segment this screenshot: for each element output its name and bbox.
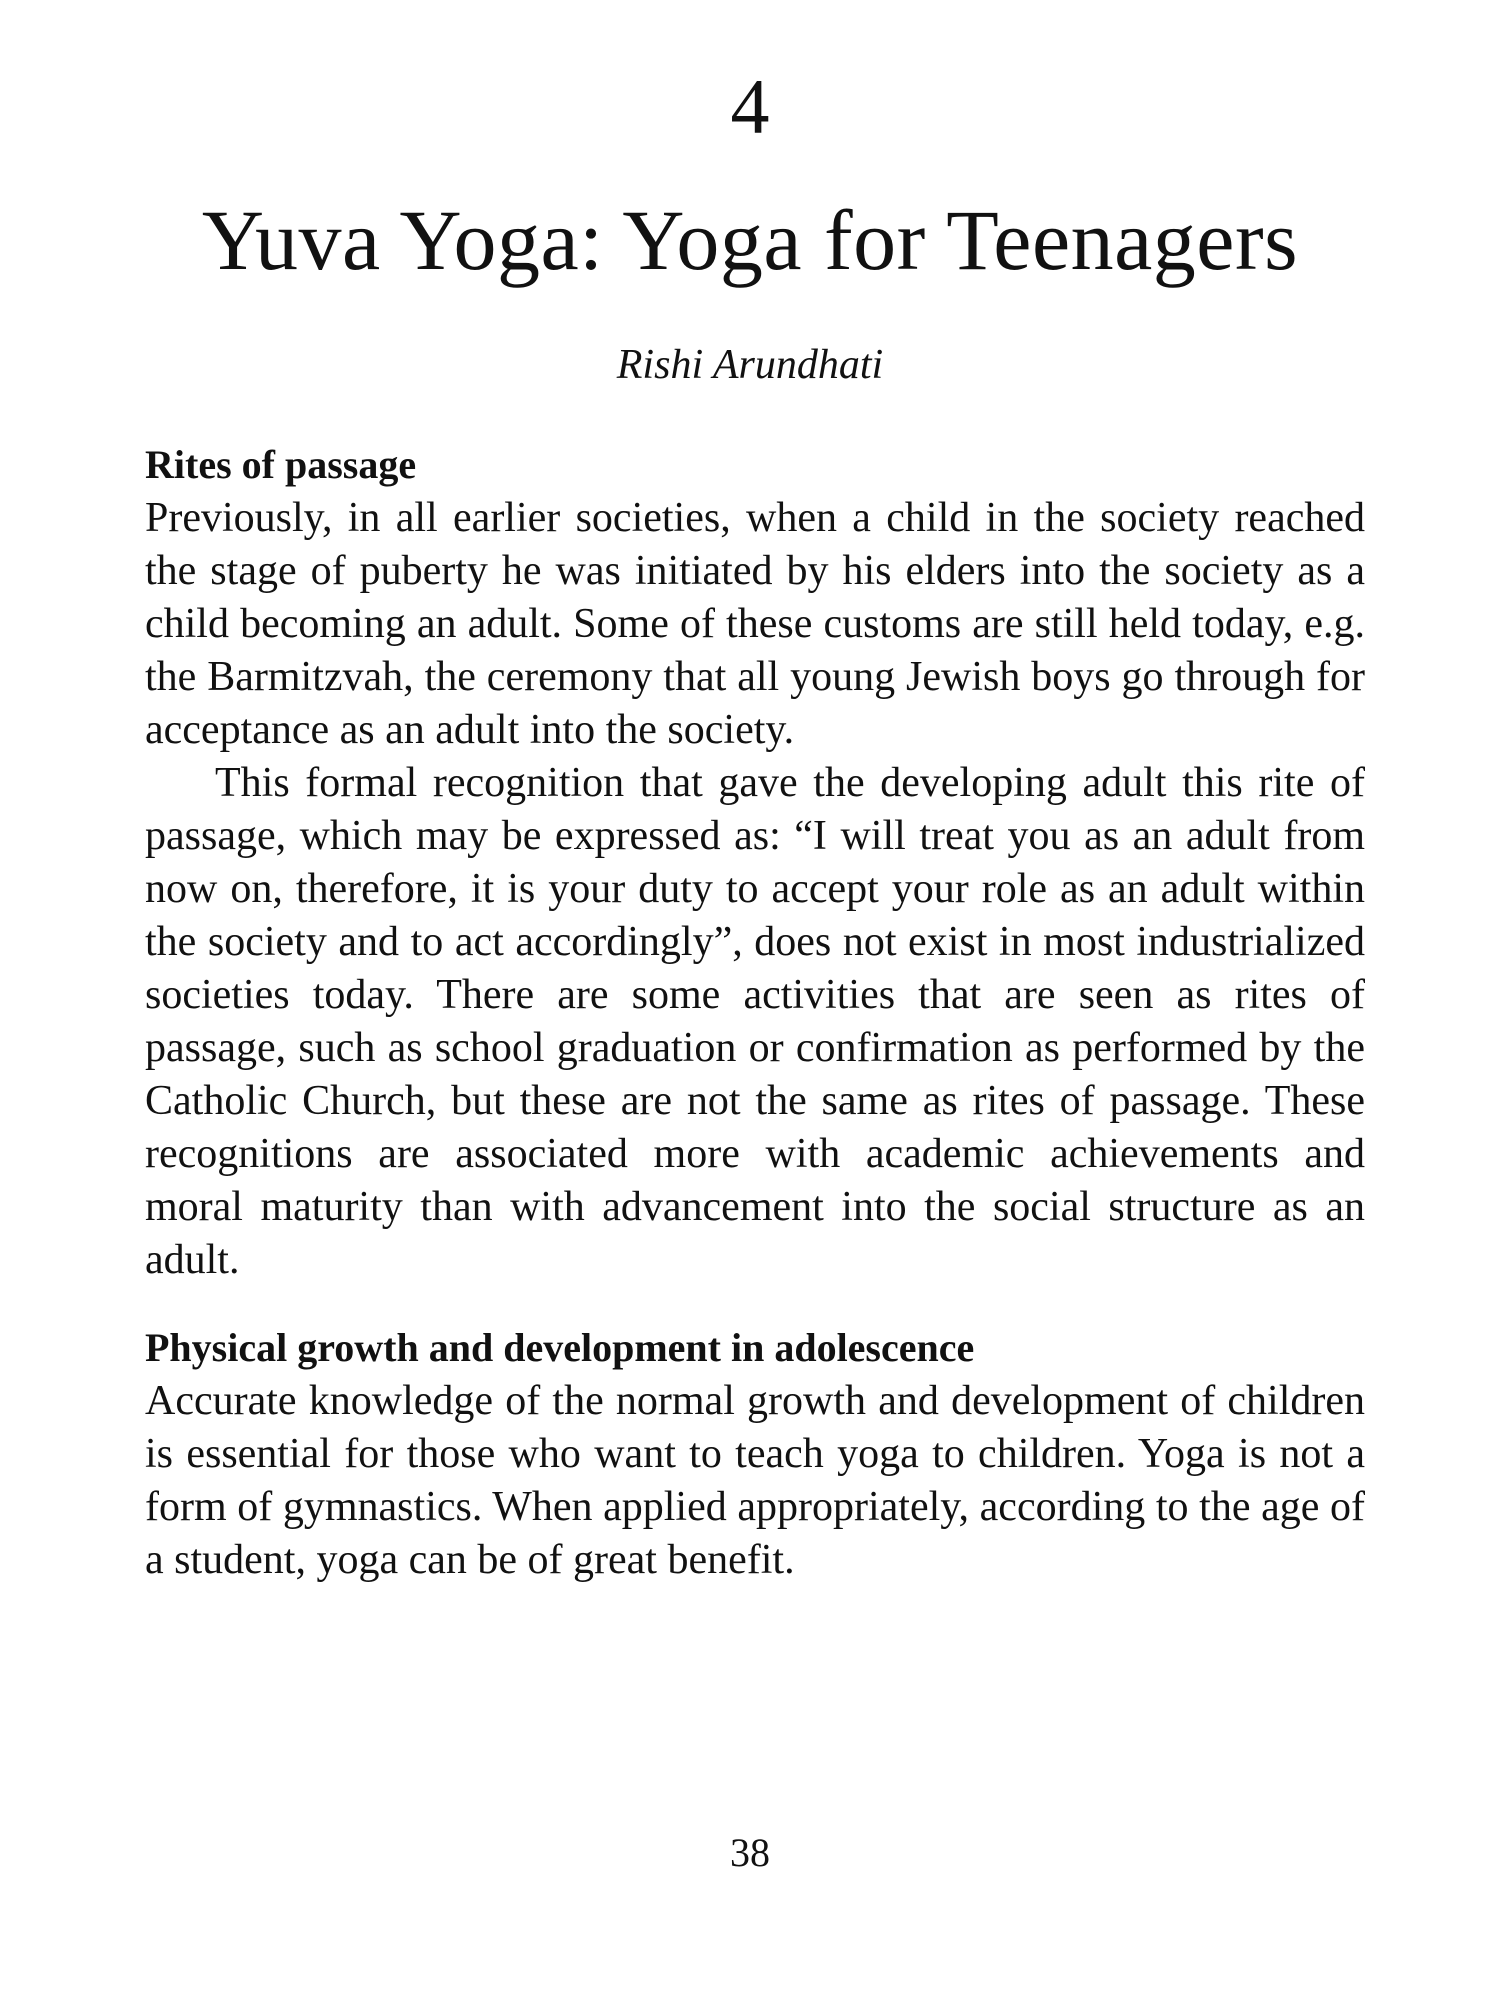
chapter-number: 4	[730, 63, 770, 150]
section-heading: Physical growth and development in adolescence	[145, 1325, 975, 1370]
page-number: 38	[730, 1830, 770, 1875]
paragraph: Previously, in all earlier societies, when a child in the society reached the stage of puberty he was initiated by his elders into the society as a child becoming an adult. Some of these customs are still held today, e.g. the Barmitzvah, the ceremony that all young Jewish boys go through for acceptance as an adult into the society.	[145, 495, 1365, 753]
section-physical-growth	[145, 1323, 1365, 1587]
section-rites-of-passage	[145, 440, 1365, 1287]
paragraph: This formal recognition that gave the developing adult this rite of passage, which may be expressed as: “I will treat you as an adult from now on, therefore, it is your duty to accept your role as an adult within the society and to act accordingly”, does not exist in most industrialized societies today. There are some activities that are seen as rites of passage, such as school graduation or confirmation as performed by the Catholic Church, but these are not the same as rites of passage. These recognitions are associated more with academic achievements and moral maturity than with advancement into the social structure as an adult.	[145, 760, 1365, 1283]
author-name: Rishi Arundhati	[616, 342, 884, 388]
chapter-body	[145, 440, 1365, 1587]
chapter-title: Yuva Yoga: Yoga for Teenagers	[201, 192, 1299, 288]
paragraph: Accurate knowledge of the normal growth and development of children is essential for those who want to teach yoga to children. Yoga is not a form of gymnastics. When applied appropriately, according to the age of a student, yoga can be of great benefit.	[145, 1378, 1365, 1583]
section-heading: Rites of passage	[145, 442, 417, 487]
